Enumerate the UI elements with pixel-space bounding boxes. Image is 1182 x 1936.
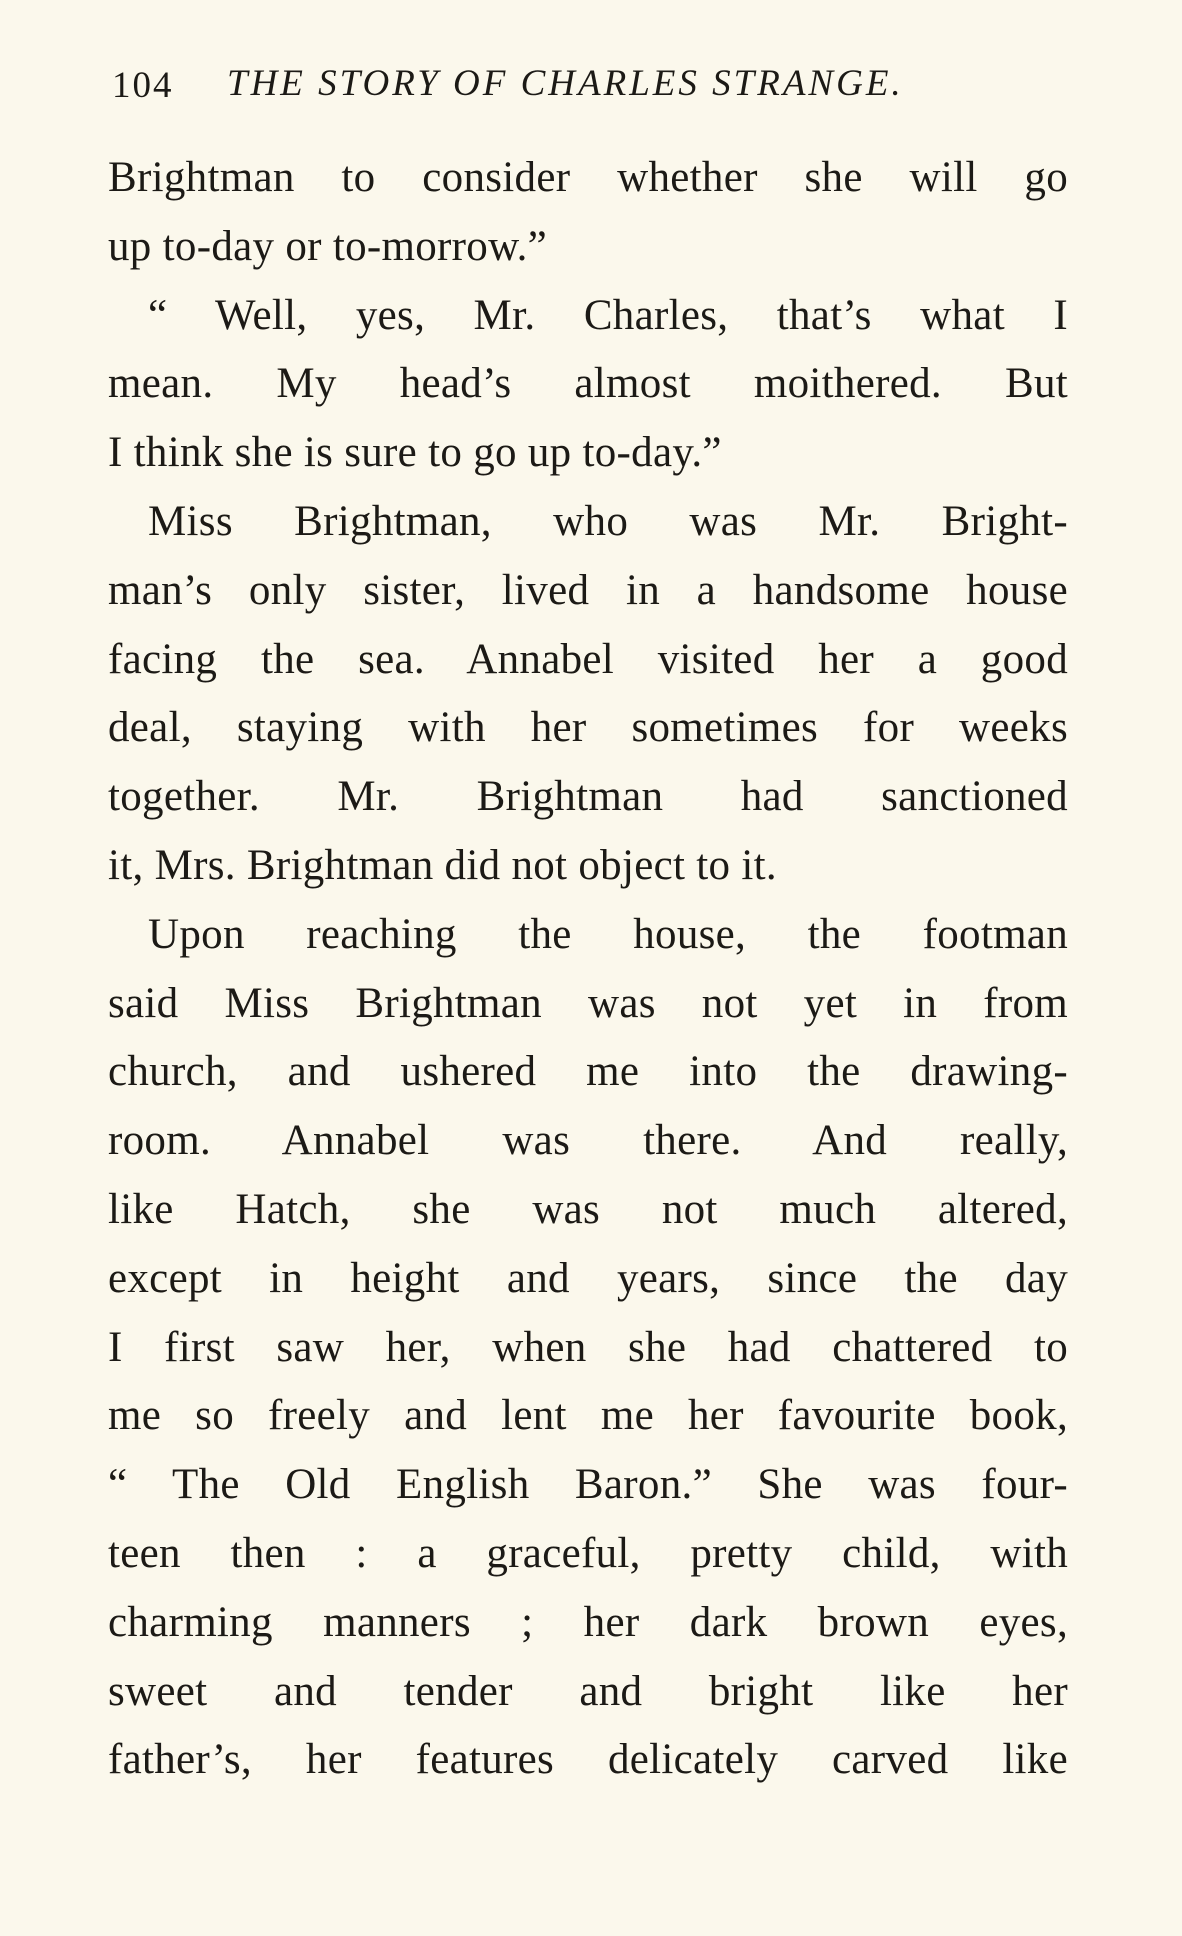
text-line: father’s, her features delicately carved like — [108, 1736, 1068, 1784]
page-number: 104 — [112, 65, 174, 106]
text-line: except in height and years, since the day — [108, 1254, 1068, 1302]
text-line: mean. My head’s almost moithered. But — [108, 360, 1068, 408]
text-line: charming manners ; her dark brown eyes, — [108, 1598, 1068, 1646]
text-line: up to-day or to-morrow.” — [108, 222, 548, 270]
text-line: sweet and tender and bright like her — [108, 1667, 1068, 1715]
body-text — [108, 153, 1068, 1804]
page-header — [112, 62, 1072, 106]
text-line: facing the sea. Annabel visited her a good — [108, 635, 1068, 683]
text-line: teen then : a graceful, pretty child, with — [108, 1529, 1068, 1577]
text-line: “ Well, yes, Mr. Charles, that’s what I — [148, 291, 1068, 339]
text-line: Brightman to consider whether she will go — [108, 154, 1068, 201]
text-line: Miss Brightman, who was Mr. Bright- — [148, 497, 1068, 545]
text-line: I think she is sure to go up to-day.” — [108, 429, 722, 477]
text-line: I first saw her, when she had chattered to — [108, 1323, 1068, 1371]
text-line: it, Mrs. Brightman did not object to it. — [108, 841, 777, 889]
text-line: deal, staying with her sometimes for weeks — [108, 704, 1068, 752]
text-line: together. Mr. Brightman had sanctioned — [108, 773, 1068, 821]
running-title: THE STORY OF CHARLES STRANGE. — [227, 63, 904, 104]
text-line: like Hatch, she was not much altered, — [108, 1185, 1068, 1233]
text-line: man’s only sister, lived in a handsome house — [108, 566, 1068, 614]
text-line: said Miss Brightman was not yet in from — [108, 979, 1068, 1027]
text-line: church, and ushered me into the drawing- — [108, 1048, 1068, 1096]
text-line: “ The Old English Baron.” She was four- — [108, 1461, 1068, 1509]
text-line: me so freely and lent me her favourite book, — [108, 1392, 1068, 1440]
text-line: Upon reaching the house, the footman — [148, 910, 1068, 958]
text-line: room. Annabel was there. And really, — [108, 1117, 1068, 1165]
